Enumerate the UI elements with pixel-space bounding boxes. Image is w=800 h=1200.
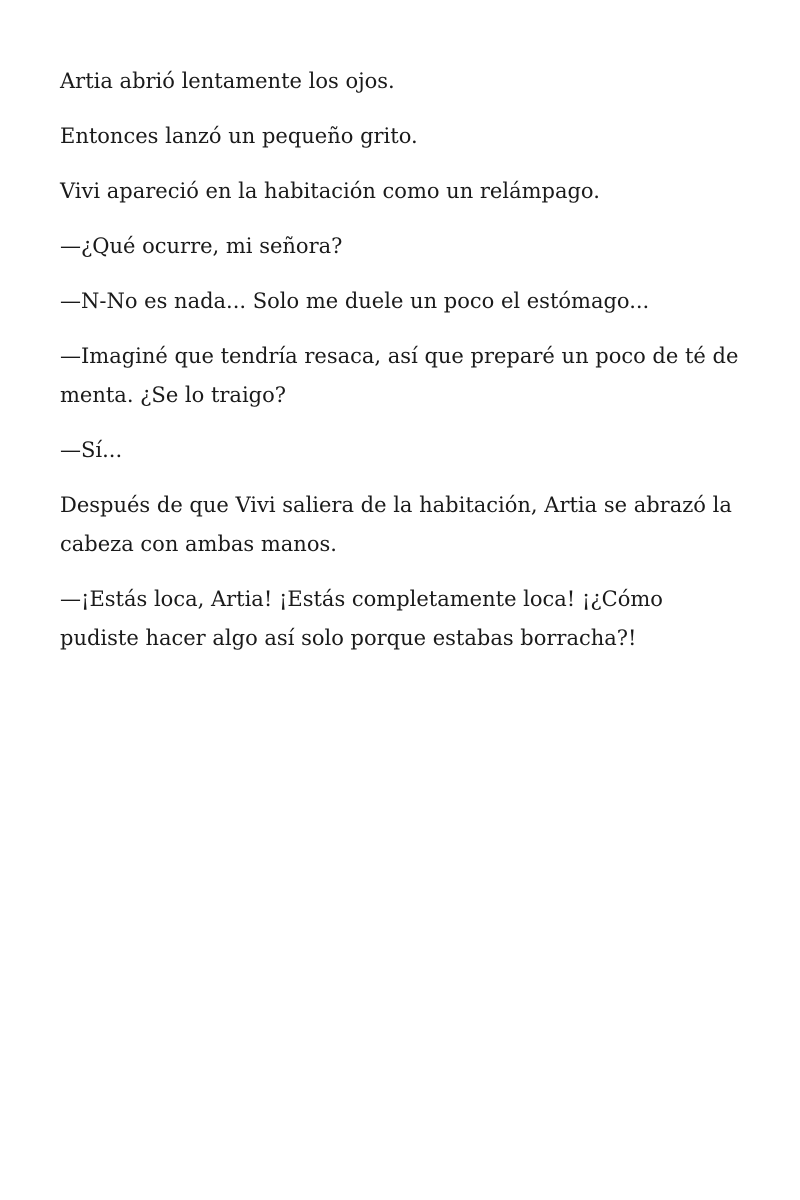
paragraph-3: Vivi apareció en la habitación como un relámpago.	[60, 179, 600, 203]
paragraph-9: —¡Estás loca, Artia! ¡Estás completamente loca! ¡¿Cómo pudiste hacer algo así solo porque estabas borracha?!	[60, 587, 663, 650]
paragraph-7: —Sí...	[60, 438, 123, 462]
paragraph-1: Artia abrió lentamente los ojos.	[60, 69, 395, 93]
paragraph-8: Después de que Vivi saliera de la habitación, Artia se abrazó la cabeza con ambas manos.	[60, 493, 732, 556]
paragraph-4: —¿Qué ocurre, mi señora?	[60, 234, 343, 258]
paragraph-2: Entonces lanzó un pequeño grito.	[60, 124, 418, 148]
paragraph-6: —Imaginé que tendría resaca, así que preparé un poco de té de menta. ¿Se lo traigo?	[60, 344, 739, 407]
paragraph-5: —N-No es nada... Solo me duele un poco el estómago...	[60, 289, 650, 313]
